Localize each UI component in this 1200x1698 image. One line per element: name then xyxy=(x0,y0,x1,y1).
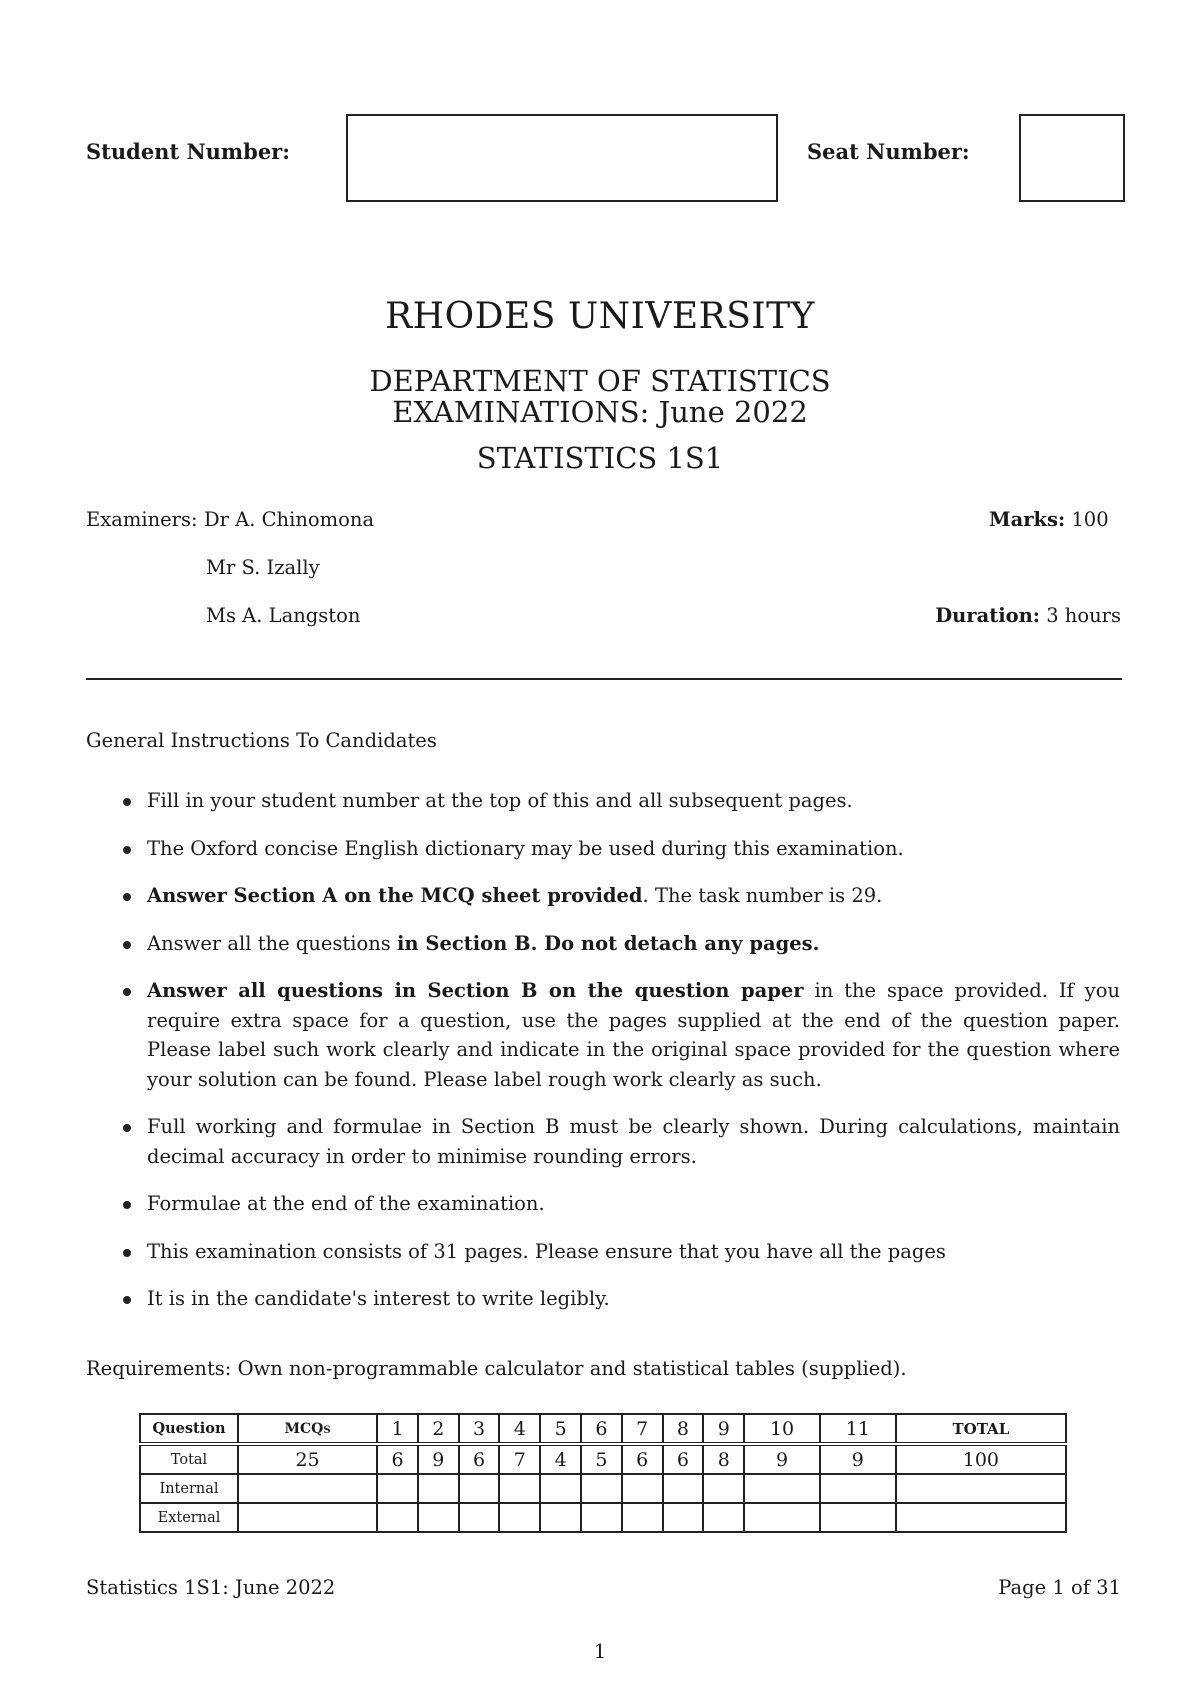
bullet-icon xyxy=(123,1296,131,1304)
bullet-icon xyxy=(123,1201,131,1209)
page-of: of xyxy=(1071,1576,1090,1599)
table-cell[interactable] xyxy=(459,1503,500,1532)
table-cell: 6 xyxy=(459,1444,500,1474)
bullet-icon xyxy=(123,798,131,806)
bullet-icon xyxy=(123,893,131,901)
table-cell: 25 xyxy=(238,1444,377,1474)
table-cell: 6 xyxy=(622,1444,663,1474)
table-cell[interactable] xyxy=(238,1503,377,1532)
table-cell[interactable] xyxy=(418,1474,459,1503)
list-item: Full working and formulae in Section B must be clearly shown. During calculations, maintain decimal accuracy in order to minimise rounding errors. xyxy=(120,1112,1120,1171)
row-label: Internal xyxy=(140,1474,238,1503)
table-cell[interactable] xyxy=(377,1503,418,1532)
table-header-cell: MCQs xyxy=(238,1414,377,1444)
table-header-cell: 5 xyxy=(540,1414,581,1444)
instructions-list xyxy=(120,786,1120,1332)
table-header-cell: 3 xyxy=(459,1414,500,1444)
table-cell: 100 xyxy=(896,1444,1066,1474)
table-cell: 9 xyxy=(744,1444,820,1474)
requirements-text: Requirements: Own non-programmable calculator and statistical tables (supplied). xyxy=(86,1357,907,1380)
student-number-label: Student Number: xyxy=(86,139,291,164)
table-header-cell: 6 xyxy=(581,1414,622,1444)
table-header-cell: 7 xyxy=(622,1414,663,1444)
university-title: RHODES UNIVERSITY xyxy=(385,296,815,337)
bullet-icon xyxy=(123,941,131,949)
table-header-cell: Question xyxy=(140,1414,238,1444)
table-header-cell: 9 xyxy=(703,1414,744,1444)
table-cell: 5 xyxy=(581,1444,622,1474)
list-item: Formulae at the end of the examination. xyxy=(120,1189,1120,1219)
marks-table xyxy=(139,1413,1067,1533)
table-header-row xyxy=(140,1414,1066,1444)
bullet-icon xyxy=(123,1124,131,1132)
duration-value: 3 hours xyxy=(1046,604,1121,627)
marks-value: 100 xyxy=(1071,508,1109,531)
list-item: Answer all questions in Section B on the question paper in the space provided. If you require extra space for a question, use the pages supplied at the end of the question paper. Please label such work clearly and indicate in the original space provided for the question where your solution can be found. Please label rough work clearly as such. xyxy=(120,976,1120,1094)
table-cell[interactable] xyxy=(744,1474,820,1503)
table-cell[interactable] xyxy=(622,1474,663,1503)
page-number: 1 xyxy=(1052,1576,1065,1599)
table-cell: 4 xyxy=(540,1444,581,1474)
table-cell: 9 xyxy=(820,1444,896,1474)
bullet-icon xyxy=(123,1249,131,1257)
examiner-name: Mr S. Izally xyxy=(206,556,320,579)
table-cell[interactable] xyxy=(663,1474,704,1503)
table-cell[interactable] xyxy=(377,1474,418,1503)
student-number-box[interactable] xyxy=(346,114,778,202)
table-cell[interactable] xyxy=(703,1503,744,1532)
table-cell[interactable] xyxy=(459,1474,500,1503)
marks-info xyxy=(989,508,1109,531)
instructions-heading: General Instructions To Candidates xyxy=(86,729,437,752)
table-cell[interactable] xyxy=(896,1474,1066,1503)
list-item: Answer Section A on the MCQ sheet provided. The task number is 29. xyxy=(120,881,1120,911)
table-cell: 9 xyxy=(418,1444,459,1474)
footer-course: Statistics 1S1: June 2022 xyxy=(86,1576,336,1599)
table-row xyxy=(140,1474,1066,1503)
row-label: Total xyxy=(140,1444,238,1474)
page-prefix: Page xyxy=(998,1576,1047,1599)
table-cell[interactable] xyxy=(820,1503,896,1532)
list-item: The Oxford concise English dictionary may be used during this examination. xyxy=(120,834,1120,864)
table-cell[interactable] xyxy=(581,1503,622,1532)
examiner-name: Dr A. Chinomona xyxy=(204,508,375,531)
table-cell[interactable] xyxy=(540,1474,581,1503)
table-cell: 6 xyxy=(663,1444,704,1474)
list-item: Answer all the questions in Section B. Do not detach any pages. xyxy=(120,929,1120,959)
row-label: External xyxy=(140,1503,238,1532)
table-cell[interactable] xyxy=(499,1474,540,1503)
table-header-cell: TOTAL xyxy=(896,1414,1066,1444)
table-cell[interactable] xyxy=(820,1474,896,1503)
table-cell: 8 xyxy=(703,1444,744,1474)
table-cell[interactable] xyxy=(744,1503,820,1532)
list-item: It is in the candidate's interest to write legibly. xyxy=(120,1284,1120,1314)
table-cell[interactable] xyxy=(896,1503,1066,1532)
marks-label: Marks: xyxy=(989,508,1066,531)
bullet-icon xyxy=(123,846,131,854)
table-header-cell: 8 xyxy=(663,1414,704,1444)
table-header-cell: 11 xyxy=(820,1414,896,1444)
list-item: This examination consists of 31 pages. Please ensure that you have all the pages xyxy=(120,1237,1120,1267)
table-cell[interactable] xyxy=(540,1503,581,1532)
seat-number-box[interactable] xyxy=(1019,114,1125,202)
table-cell[interactable] xyxy=(418,1503,459,1532)
header-divider xyxy=(86,678,1122,680)
table-cell[interactable] xyxy=(499,1503,540,1532)
table-row xyxy=(140,1503,1066,1532)
examinations-title: EXAMINATIONS: June 2022 xyxy=(392,395,808,429)
table-row xyxy=(140,1444,1066,1474)
table-header-cell: 2 xyxy=(418,1414,459,1444)
list-item: Fill in your student number at the top of this and all subsequent pages. xyxy=(120,786,1120,816)
course-title: STATISTICS 1S1 xyxy=(476,441,724,475)
department-title: DEPARTMENT OF STATISTICS xyxy=(369,364,831,398)
duration-info xyxy=(935,604,1121,627)
bullet-icon xyxy=(123,988,131,996)
table-cell[interactable] xyxy=(663,1503,704,1532)
table-header-cell: 4 xyxy=(499,1414,540,1444)
table-header-cell: 10 xyxy=(744,1414,820,1444)
page-total: 31 xyxy=(1096,1576,1121,1599)
examiners-label: Examiners: xyxy=(86,508,198,531)
table-cell: 7 xyxy=(499,1444,540,1474)
footer-page-info xyxy=(998,1576,1121,1599)
seat-number-label: Seat Number: xyxy=(807,139,970,164)
duration-label: Duration: xyxy=(935,604,1040,627)
table-cell[interactable] xyxy=(703,1474,744,1503)
table-header-cell: 1 xyxy=(377,1414,418,1444)
table-cell[interactable] xyxy=(622,1503,663,1532)
examiner-name: Ms A. Langston xyxy=(206,604,361,627)
table-cell: 6 xyxy=(377,1444,418,1474)
page-number-center: 1 xyxy=(593,1640,607,1663)
table-cell[interactable] xyxy=(238,1474,377,1503)
table-cell[interactable] xyxy=(581,1474,622,1503)
